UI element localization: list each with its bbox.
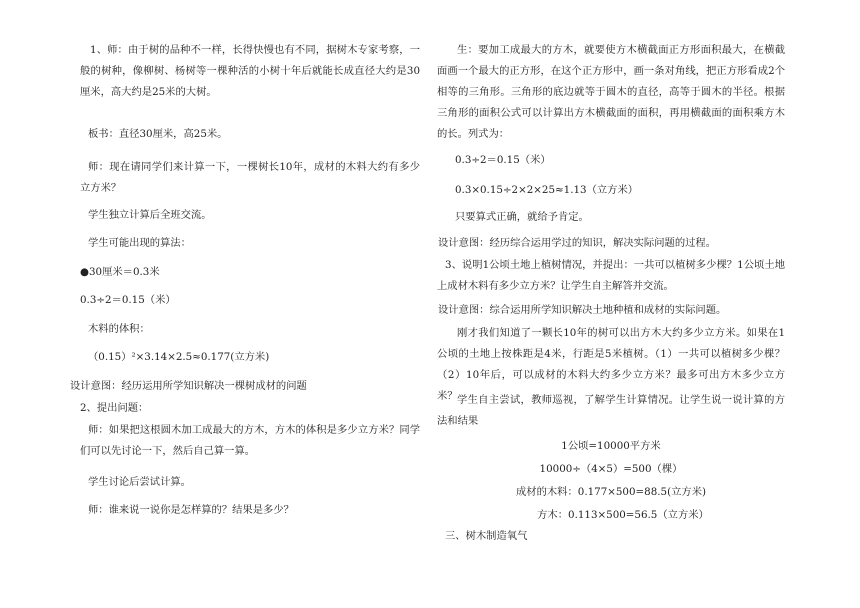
left-paragraph-4: 学生独立计算后全班交流。 bbox=[88, 209, 212, 221]
left-paragraph-7: 0.3÷2＝0.15（米） bbox=[80, 294, 176, 306]
left-paragraph-5: 学生可能出现的算法： bbox=[88, 237, 191, 249]
left-paragraph-6: ●30厘米＝0.3米 bbox=[80, 266, 160, 278]
left-paragraph-3: 师：现在请同学们来计算一下，一棵树长10年，成材的木料大约有多少立方米？ bbox=[80, 161, 420, 194]
left-paragraph-1: 1、师：由于树的品种不一样，长得快慢也有不同，据树木专家考察，一般的树种，像柳树、杨树等一棵种活的小树十年后就能长成直径大约是30厘米，高大约是25米的大树。 bbox=[80, 44, 420, 98]
right-paragraph-4: 只要算式正确，就给予肯定。 bbox=[455, 211, 589, 223]
right-calc-line-1: 1公顷=10000平方米 bbox=[561, 440, 661, 452]
right-paragraph-2: 0.3÷2＝0.15（米） bbox=[455, 154, 551, 166]
right-paragraph-8: 刚才我们知道了一颗长10年的树可以出方木大约多少立方米。如果在1公顷的土地上按株距是4米，行距是5米植树。（1）一共可以植树多少棵？（2）10年后，可以成材的木料大约多少立方米？最多可出方木多少立方米？ bbox=[437, 327, 785, 402]
left-paragraph-12: 师：如果把这根圆木加工成最大的方木，方木的体积是多少立方米？同学们可以先讨论一下，然后自己算一算。 bbox=[80, 424, 420, 457]
right-design-intent-2: 设计意图：综合运用所学知识解决土地种植和成材的实际问题。 bbox=[438, 304, 727, 316]
left-paragraph-8: 木料的体积： bbox=[88, 323, 150, 335]
right-calc-line-3: 成材的木料：0.177×500=88.5(立方米) bbox=[515, 486, 707, 498]
left-design-intent: 设计意图：经历运用所学知识解决一棵树成材的问题 bbox=[70, 380, 307, 392]
left-paragraph-14: 师：谁来说一说你是怎样算的？结果是多少？ bbox=[88, 504, 294, 516]
right-paragraph-6: 3、说明1公顷土地上植树情况，并提出：一共可以植树多少棵？1公顷土地上成材木料有多少立方米？让学生自主解答并交流。 bbox=[437, 259, 785, 292]
right-calc-line-4: 方木：0.113×500=56.5（立方米） bbox=[537, 509, 709, 521]
left-paragraph-9: （0.15）²×3.14×2.5≈0.177(立方米) bbox=[88, 351, 270, 363]
right-paragraph-9: 学生自主尝试，教师巡视，了解学生计算情况。让学生说一说计算的方法和结果 bbox=[437, 394, 785, 427]
left-paragraph-11: 2、提出问题： bbox=[80, 402, 149, 414]
right-design-intent-1: 设计意图：经历综合运用学过的知识，解决实际问题的过程。 bbox=[438, 237, 717, 249]
right-paragraph-1: 生：要加工成最大的方木，就要使方木横截面正方形面积最大，在横截面画一个最大的正方形，在这个正方形中，画一条对角线，把正方形看成2个相等的三角形。三角形的底边就等于圆木的直径，高等于圆木的半径。根据三角形的面积公式可以计算出方木横截面的面积，再用横截面的面积乘方木的长。列式为： bbox=[437, 44, 785, 140]
left-paragraph-2: 板书：直径30厘米，高25米。 bbox=[88, 128, 228, 140]
right-paragraph-3: 0.3×0.15÷2×2×25≈1.13（立方米） bbox=[455, 184, 639, 196]
right-calc-line-2: 10000÷（4×5）=500（棵） bbox=[539, 463, 683, 475]
left-paragraph-13: 学生讨论后尝试计算。 bbox=[88, 476, 191, 488]
right-section-heading: 三、树木制造氧气 bbox=[445, 530, 528, 542]
